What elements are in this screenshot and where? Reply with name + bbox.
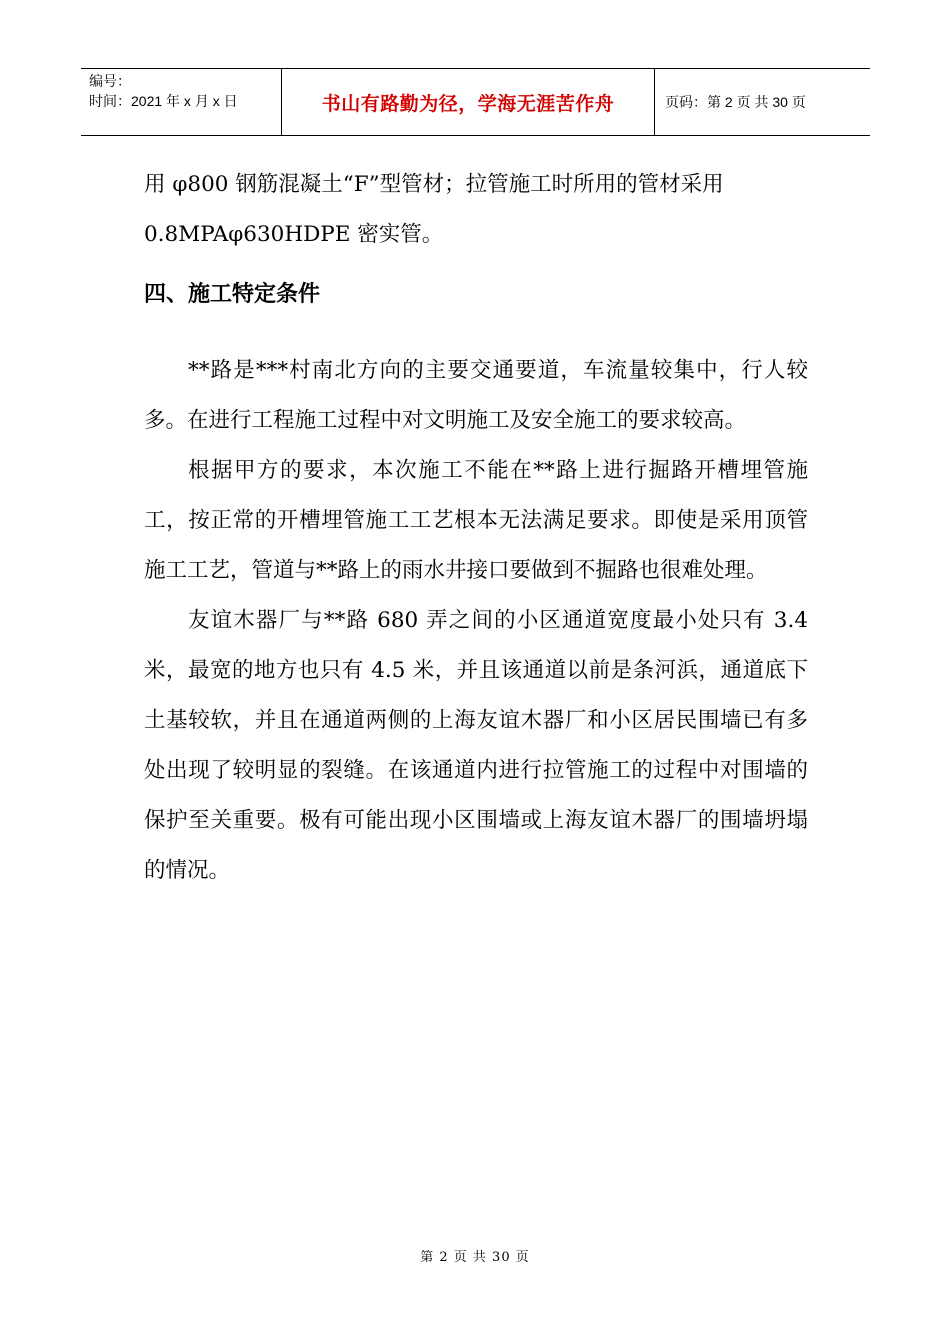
intro-line-1: 用 φ800 钢筋混凝土“F”型管材；拉管施工时所用的管材采用 <box>144 172 724 197</box>
document-body <box>144 160 808 896</box>
paragraph-traffic: **路是***村南北方向的主要交通要道，车流量较集中，行人较多。在进行工程施工过程中对文明施工及安全施工的要求较高。 <box>144 358 808 433</box>
intro-line-2: 0.8MPAφ630HDPE 密实管。 <box>144 222 444 247</box>
page-footer: 第 2 页 共 30 页 <box>420 1250 530 1265</box>
document-number-label: 编号： <box>89 73 131 89</box>
header-motto: 书山有路勤为径，学海无涯苦作舟 <box>282 69 655 135</box>
paragraph-requirements: 根据甲方的要求，本次施工不能在**路上进行掘路开槽埋管施工，按正常的开槽埋管施工工艺根本无法满足要求。即使是采用顶管施工工艺，管道与**路上的雨水井接口要做到不掘路也很难处理。 <box>144 458 808 583</box>
page-header <box>81 68 870 136</box>
document-date-label: 时间：2021 年 x 月 x 日 <box>89 93 238 109</box>
paragraph-passage: 友谊木器厂与**路 680 弄之间的小区通道宽度最小处只有 3.4 米，最宽的地方也只有 4.5 米，并且该通道以前是条河浜，通道底下土基较软，并且在通道两侧的上海友谊木器厂和小区居民围墙已有多处出现了较明显的裂缝。在该通道内进行拉管施工的过程中对围墙的保护至关重要。极有可能出现小区围墙或上海友谊木器厂的围墙坍塌的情况。 <box>144 608 808 883</box>
section-heading: 四、施工特定条件 <box>144 282 321 307</box>
header-page-info: 页码：第 2 页 共 30 页 <box>665 94 806 110</box>
header-meta-cell <box>81 69 282 135</box>
